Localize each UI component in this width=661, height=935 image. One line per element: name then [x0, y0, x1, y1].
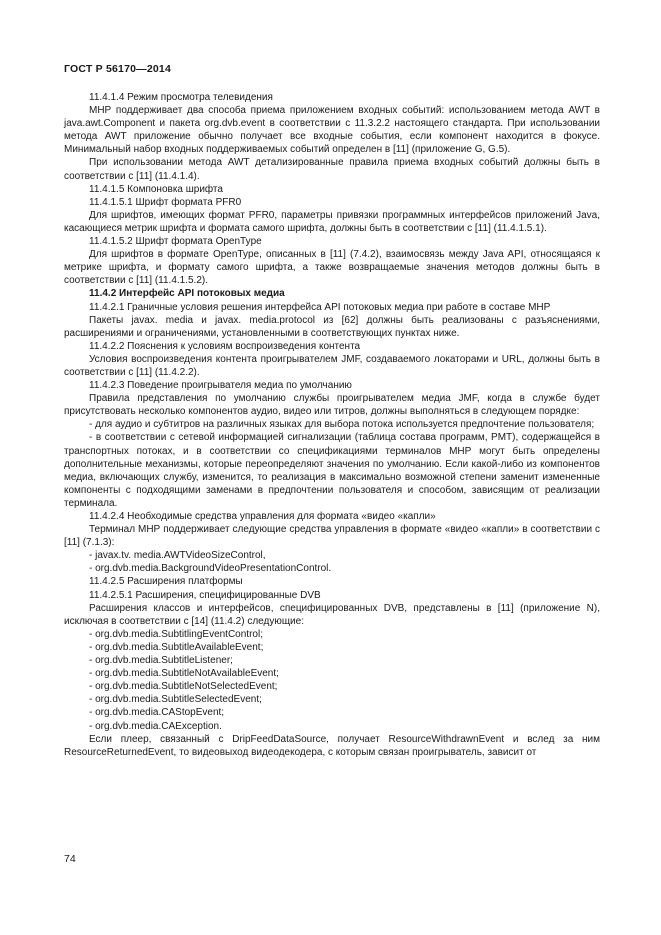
list-item: - org.dvb.media.SubtitleAvailableEvent;: [89, 641, 264, 653]
list-item: - org.dvb.media.SubtitleNotAvailableEvent;: [89, 668, 279, 680]
document-body: [64, 91, 600, 759]
paragraph: МНР поддерживает два способа приема приложением входных событий: использованием метода AWT в java.awt.Component и пакета org.dvb.event в соответствии с 11.3.2.2 настоящего стандарта. При использовании метода AWT приложение обычно получает все входные события, если компонент находится в фокусе. Минимальный набор входных поддерживаемых событий определен в [11] (приложение G, G.5).: [64, 105, 600, 156]
paragraph: При использовании метода AWT детализированные правила приема входных событий должны быть в соответствии с [11] (11.4.1.4).: [64, 157, 600, 182]
section-heading-11-4-2: 11.4.2 Интерфейс API потоковых медиа: [89, 288, 285, 300]
section-heading-11-4-1-5-2: 11.4.1.5.2 Шрифт формата OpenType: [89, 236, 262, 248]
section-heading-11-4-2-5: 11.4.2.5 Расширения платформы: [89, 576, 243, 588]
document-header: ГОСТ Р 56170—2014: [64, 63, 172, 75]
list-item: - org.dvb.media.SubtitleSelectedEvent;: [89, 694, 262, 706]
list-item: - org.dvb.media.BackgroundVideoPresentationControl.: [89, 563, 332, 575]
list-item: - javax.tv. media.AWTVideoSizeControl,: [89, 550, 266, 562]
paragraph: Терминал МНР поддерживает следующие средства управления в формате «видео «капли» в соответствии с [11] (7.1.3):: [64, 524, 600, 549]
section-heading-11-4-2-4: 11.4.2.4 Необходимые средства управления для формата «видео «капли»: [89, 511, 436, 522]
paragraph: - в соответствии с сетевой информацией сигнализации (таблица состава программ, PMT), содержащейся в транспортных потоках, и в соответствии со спецификациями терминалов МНР могут быть определены дополнительные механизмы, которые переопределяют значения по умолчанию. Если какой-либо из компонентов медиа, включающих службу, изменится, то реализация в максимально возможной степени заменит измененные компоненты с подходящими заменами в предпочтении пользователя и способом, зависящим от реализации терминала.: [64, 432, 600, 509]
paragraph: Правила представления по умолчанию службы проигрывателем медиа JMF, когда в службе будет присутствовать несколько компонентов аудио, видео или титров, должны выполняться в следующем порядке:: [64, 393, 600, 418]
paragraph: Пакеты javax. media и javax. media.protocol из [62] должны быть реализованы с разъяснениями, расширениями и ограничениями, установленными в соответствующих пунктах ниже.: [64, 314, 600, 339]
paragraph: Для шрифтов в формате OpenType, описанных в [11] (7.4.2), взаимосвязь между Java API, относящаяся к метрике шрифта, и формату самого шрифта, а также возвращаемые значения методов должны быть в соответствии с [11] (11.4.1.5.2).: [64, 249, 600, 287]
list-item: - org.dvb.media.SubtitlingEventControl;: [89, 628, 263, 640]
list-item: - org.dvb.media.CAStopEvent;: [89, 707, 225, 719]
section-heading-11-4-2-3: 11.4.2.3 Поведение проигрывателя медиа по умолчанию: [89, 380, 352, 392]
list-item: - org.dvb.media.SubtitleListener;: [89, 655, 233, 667]
paragraph: - для аудио и субтитров на различных языках для выбора потока используется предпочтение пользователя;: [89, 419, 595, 431]
paragraph: Если плеер, связанный с DripFeedDataSource, получает ResourceWithdrawnEvent и вслед за ним ResourceReturnedEvent, то видеовыход видеодекодера, с которым связан проигрыватель, зависит от: [64, 733, 600, 758]
list-item: - org.dvb.media.CAException.: [89, 720, 222, 732]
section-heading-11-4-1-5-1: 11.4.1.5.1 Шрифт формата PFR0: [89, 196, 242, 208]
section-heading-11-4-1-5: 11.4.1.5 Компоновка шрифта: [89, 183, 223, 195]
section-heading-11-4-2-5-1: 11.4.2.5.1 Расширения, специфицированные DVB: [89, 589, 321, 601]
section-heading-11-4-1-4: 11.4.1.4 Режим просмотра телевидения: [89, 92, 273, 103]
section-heading-11-4-2-1: 11.4.2.1 Граничные условия решения интерфейса API потоковых медиа при работе в составе МНР: [89, 301, 551, 313]
paragraph: Для шрифтов, имеющих формат PFR0, параметры привязки программных интерфейсов приложений Java, касающиеся метрик шрифта и формата самого шрифта, должны быть в соответствии с [11] (11.4.1.5.1).: [64, 209, 600, 234]
list-item: - org.dvb.media.SubtitleNotSelectedEvent;: [89, 681, 278, 693]
paragraph: Условия воспроизведения контента проигрывателем JMF, создаваемого локаторами и URL, должны быть в соответствии с [11] (11.4.2.2).: [64, 353, 600, 378]
section-heading-11-4-2-2: 11.4.2.2 Пояснения к условиям воспроизведения контента: [89, 340, 361, 352]
paragraph: Расширения классов и интерфейсов, специфицированных DVB, представлены в [11] (приложение N), исключая в соответствии с [14] (11.4.2) следующие:: [64, 602, 600, 627]
page-number: 74: [64, 853, 76, 865]
